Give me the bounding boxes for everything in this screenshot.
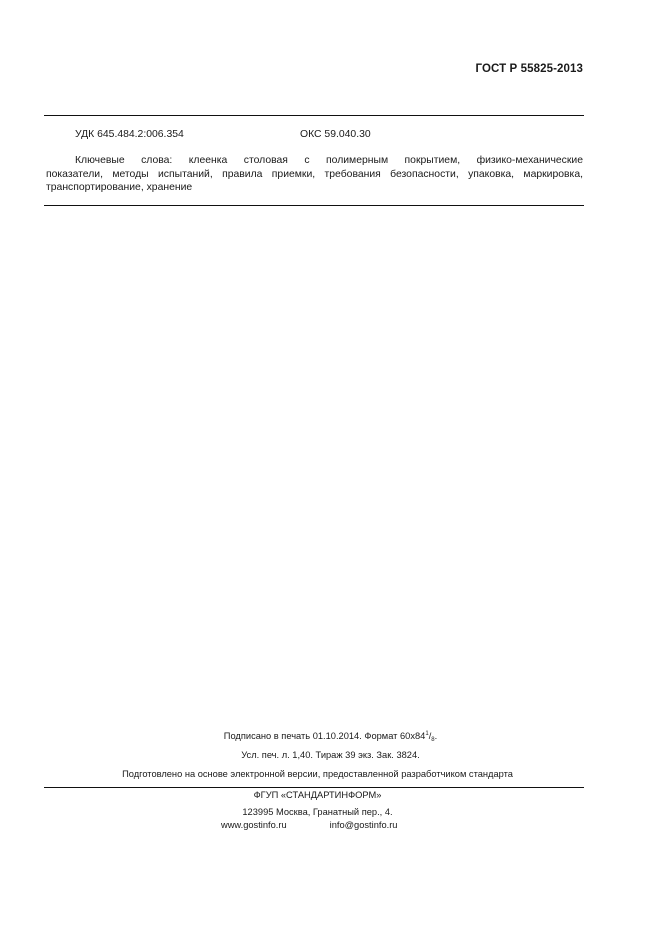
publisher-contacts bbox=[221, 820, 397, 830]
publisher-name: ФГУП «СТАНДАРТИНФОРМ» bbox=[253, 790, 382, 800]
prepared-note: Подготовлено на основе электронной версии, предоставленной разработчиком стандарта bbox=[122, 769, 513, 779]
format-denominator: 8 bbox=[431, 737, 435, 743]
email-link[interactable]: info@gostinfo.ru bbox=[329, 820, 398, 830]
keywords-line-1: Ключевые слова: клеенка столовая с полимерным покрытием, физико-механические bbox=[75, 155, 583, 166]
keywords-divider bbox=[44, 205, 584, 206]
format-numerator: 1 bbox=[425, 731, 429, 737]
signed-text: Подписано в печать 01.10.2014. Формат 60х84 bbox=[223, 731, 426, 741]
website-link[interactable]: www.gostinfo.ru bbox=[221, 820, 287, 830]
publisher-address: 123995 Москва, Гранатный пер., 4. bbox=[242, 807, 393, 817]
oks-code: ОКС 59.040.30 bbox=[300, 129, 371, 140]
top-divider bbox=[44, 115, 584, 116]
keywords-line-2: показатели, методы испытаний, правила приемки, требования безопасности, упаковка, маркировка, bbox=[46, 168, 583, 180]
udk-code: УДК 645.484.2:006.354 bbox=[75, 129, 184, 140]
footer-divider bbox=[44, 787, 584, 788]
signed-suffix: . bbox=[434, 731, 438, 741]
document-code: ГОСТ Р 55825-2013 bbox=[475, 63, 583, 75]
print-sheets: Усл. печ. л. 1,40. Тираж 39 экз. Зак. 3824. bbox=[241, 750, 420, 760]
keywords-paragraph bbox=[46, 154, 583, 195]
signed-for-print: Подписано в печать 01.10.2014. Формат $60х84^1/_8$. bbox=[223, 731, 438, 743]
keywords-line-3: транспортирование, хранение bbox=[46, 182, 193, 193]
